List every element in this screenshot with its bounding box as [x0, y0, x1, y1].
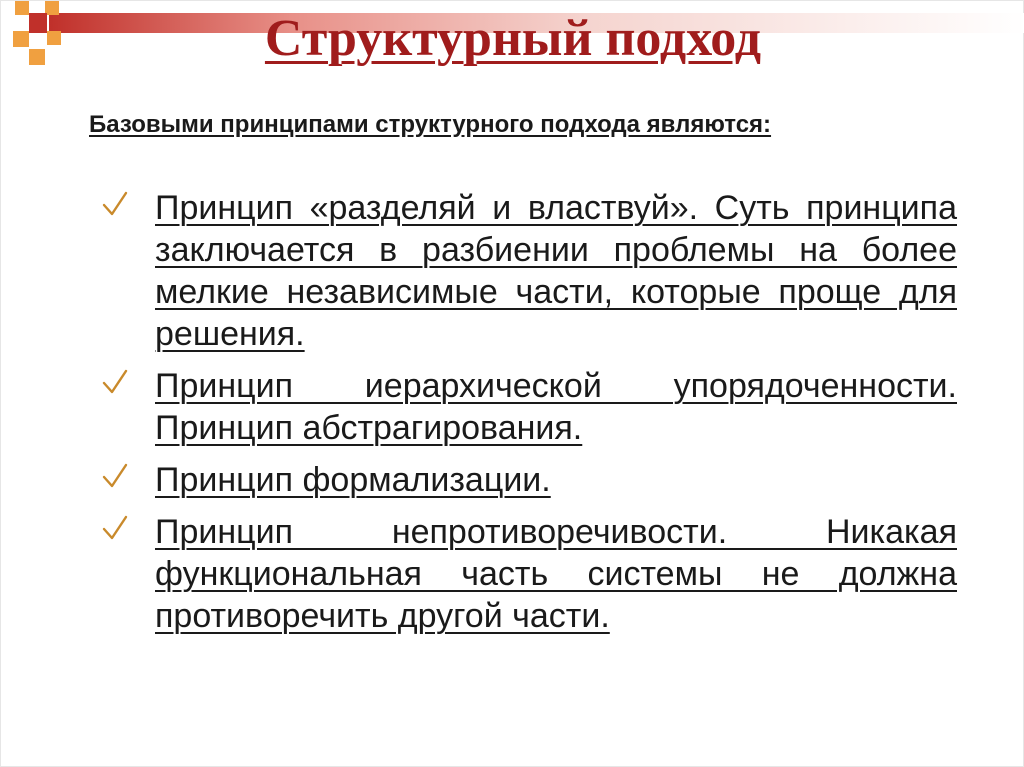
- checkmark-icon: [101, 367, 129, 397]
- list-item-text: Принцип непротиворечивости. Никакая функциональная часть системы не должна противоречить другой части.: [155, 513, 957, 635]
- list-item: [101, 459, 957, 501]
- checkmark-icon: [101, 513, 129, 543]
- list-item: [101, 365, 957, 449]
- slide-title: Структурный подход: [264, 10, 762, 67]
- checkmark-icon: [101, 189, 129, 219]
- list-item: [101, 511, 957, 637]
- intro-text: Базовыми принципами структурного подхода являются:: [89, 111, 772, 138]
- list-item-text: Принцип иерархической упорядоченности. Принцип абстрагирования.: [155, 367, 957, 447]
- list-item-text: Принцип «разделяй и властвуй». Суть принципа заключается в разбиении проблемы на более мелкие независимые части, которые проще для решения.: [155, 189, 957, 353]
- list-item-text: Принцип формализации.: [155, 461, 551, 499]
- list-item: [101, 187, 957, 355]
- principles-list: [101, 187, 957, 647]
- checkmark-icon: [101, 461, 129, 491]
